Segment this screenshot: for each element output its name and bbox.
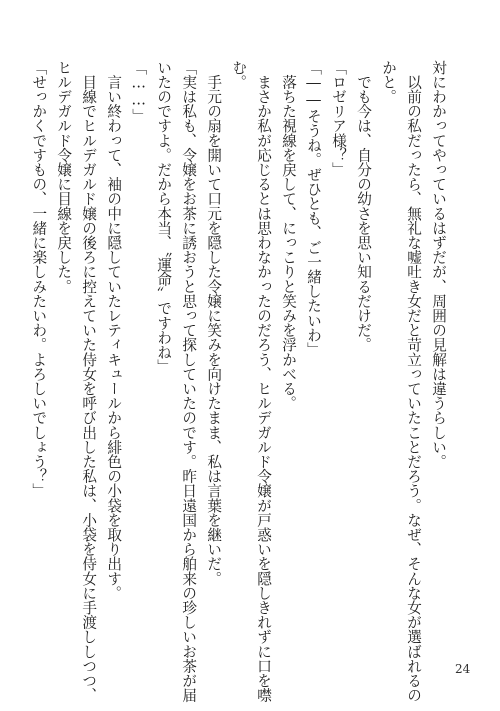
text-line-5: 「ロゼリア様？」 (330, 60, 348, 177)
text-line-2: 以前の私だったら、無礼な嘘吐き女だと苛立っていたことだろう。なぜ、そんな女が選ばれるの (405, 60, 423, 703)
text-line-11: 「実は私も、令嬢をお茶に誘おうと思って探していたのです。昨日遠国から舶来の珍しいお茶が届 (180, 60, 198, 703)
text-line-7: 落ちた視線を戻して、にっこりと笑みを浮かべる。 (280, 60, 298, 411)
text-line-13: 「……」 (130, 60, 148, 124)
text-line-17: 「せっかくですもの、一緒に楽しみたいわ。よろしいでしょう？」 (30, 60, 48, 498)
text-line-8: まさか私が応じるとは思わなかったのだろう、ヒルデガルド令嬢が戸惑いを隠しきれずに口を噤 (255, 60, 273, 703)
text-line-4: でも今は、自分の幼さを思い知るだけだ。 (355, 60, 373, 352)
text-line-12: いたのですよ。だから本当、〝運命〟ですわね」 (155, 60, 173, 374)
text-line-3: かと。 (380, 60, 398, 104)
text-line-16: ヒルデガルド令嬢に目線を戻した。 (55, 60, 73, 294)
page-number: 24 (455, 662, 471, 676)
text-line-1: 対にわかってやっているはずだが、周囲の見解は違うらしい。 (430, 60, 447, 469)
text-line-10: 手元の扇を開いて口元を隠した令嬢に笑みを向けたまま、私は言葉を継いだ。 (205, 60, 223, 586)
text-line-9: む。 (230, 60, 248, 90)
text-line-15: 目線でヒルデガルド嬢の後ろに控えていた侍女を呼び出した私は、小袋を侍女に手渡ししつつ、 (80, 60, 98, 703)
text-line-6: 「――そうね。ぜひとも、ご一緒したいわ」 (305, 60, 323, 357)
vertical-text-body (30, 60, 447, 703)
text-line-14: 言い終わって、袖の中に隠していたレティキュールから緋色の小袋を取り出す。 (105, 60, 123, 601)
